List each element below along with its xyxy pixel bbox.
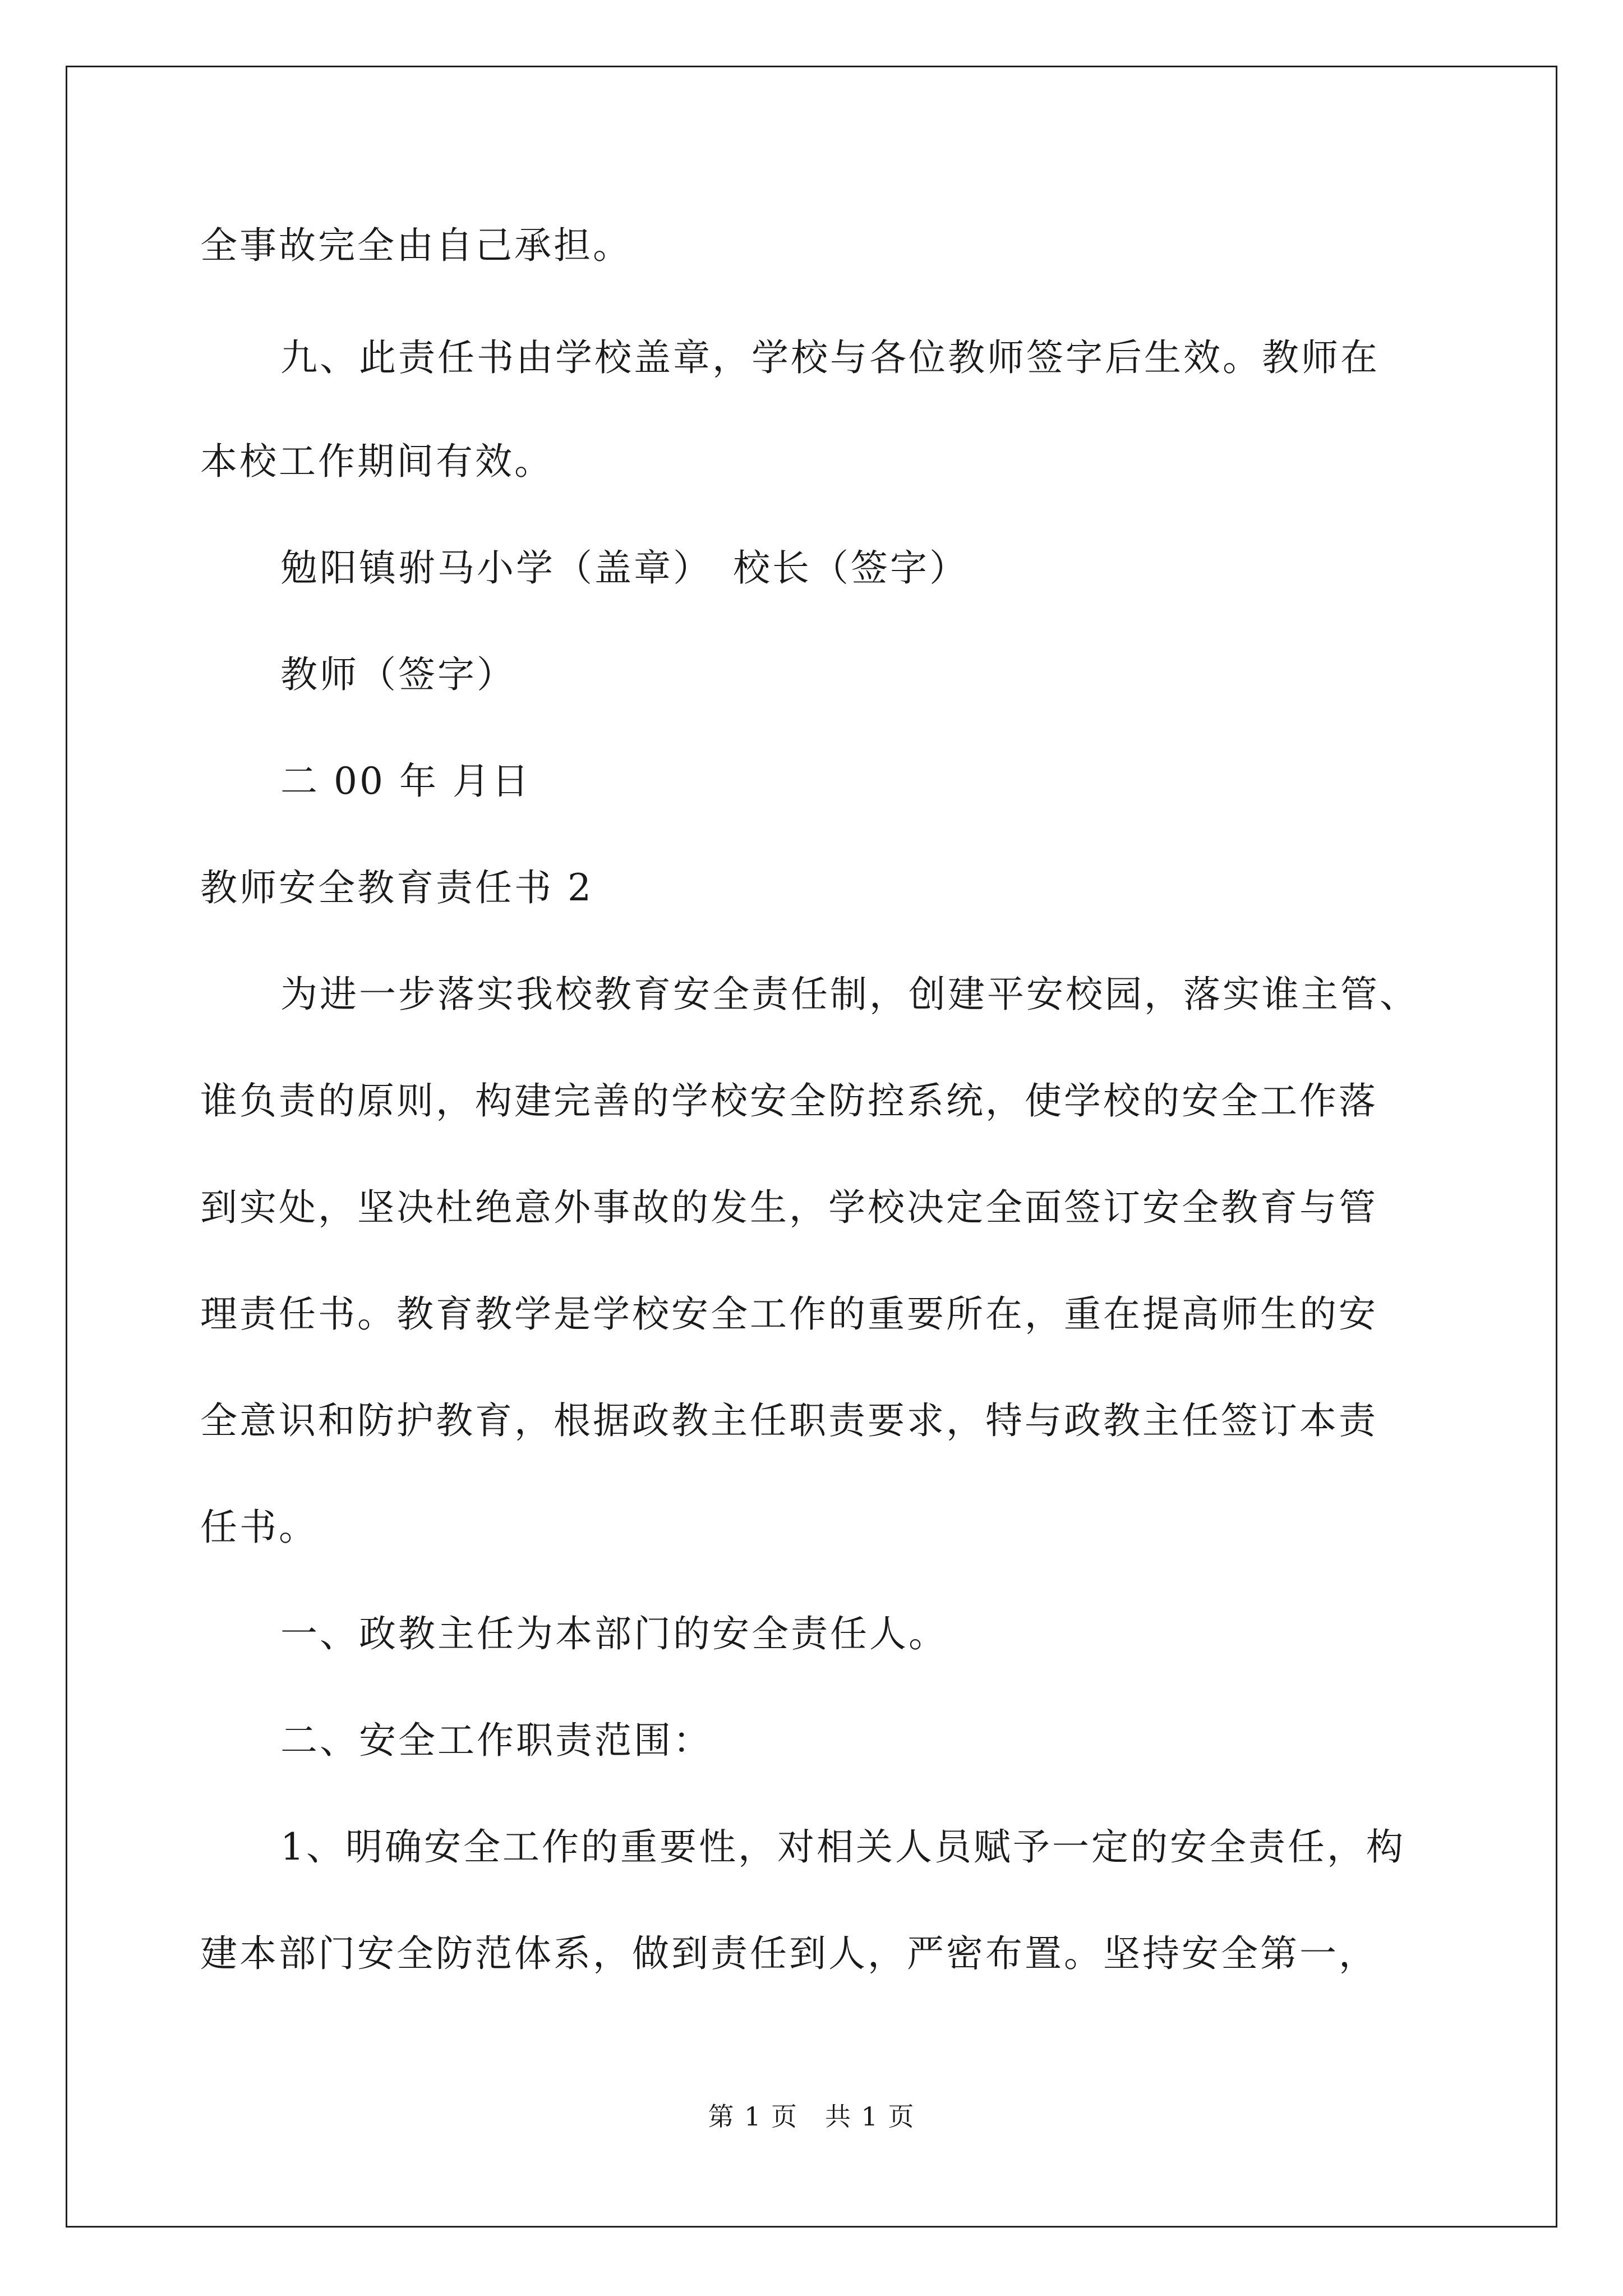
paragraph-line: 为进一步落实我校教育安全责任制，创建平安校园，落实谁主管、 — [280, 973, 1419, 1016]
section-title: 教师安全教育责任书 2 — [200, 866, 593, 909]
item-one-line: 建本部门安全防范体系，做到责任到人，严密布置。坚持安全第一， — [200, 1932, 1378, 1975]
body-line: 本校工作期间有效。 — [200, 440, 554, 483]
page-number-footer: 第 1 页 共 1 页 — [708, 2101, 915, 2132]
page-border — [66, 66, 1557, 2228]
paragraph-line: 到实处，坚决杜绝意外事故的发生，学校决定全面签订安全教育与管 — [200, 1186, 1378, 1229]
body-line: 全事故完全由自己承担。 — [200, 224, 632, 267]
clause-nine-line: 九、此责任书由学校盖章，学校与各位教师签字后生效。教师在 — [280, 336, 1380, 379]
paragraph-line: 理责任书。教育教学是学校安全工作的重要所在，重在提高师生的安 — [200, 1292, 1378, 1336]
paragraph-line: 任书。 — [200, 1506, 318, 1549]
paragraph-line: 全意识和防护教育，根据政教主任职责要求，特与政教主任签订本责 — [200, 1399, 1378, 1442]
date-line: 二 00 年 月日 — [280, 760, 531, 803]
item-one-line: 1、明确安全工作的重要性，对相关人员赋予一定的安全责任，构 — [280, 1825, 1405, 1869]
paragraph-line: 谁负责的原则，构建完善的学校安全防控系统，使学校的安全工作落 — [200, 1079, 1378, 1122]
signature-teacher-line: 教师（签字） — [280, 653, 516, 696]
clause-two-line: 二、安全工作职责范围： — [280, 1719, 712, 1762]
clause-one-line: 一、政教主任为本部门的安全责任人。 — [280, 1612, 948, 1655]
signature-school-line: 勉阳镇驸马小学（盖章） 校长（签字） — [280, 546, 969, 590]
